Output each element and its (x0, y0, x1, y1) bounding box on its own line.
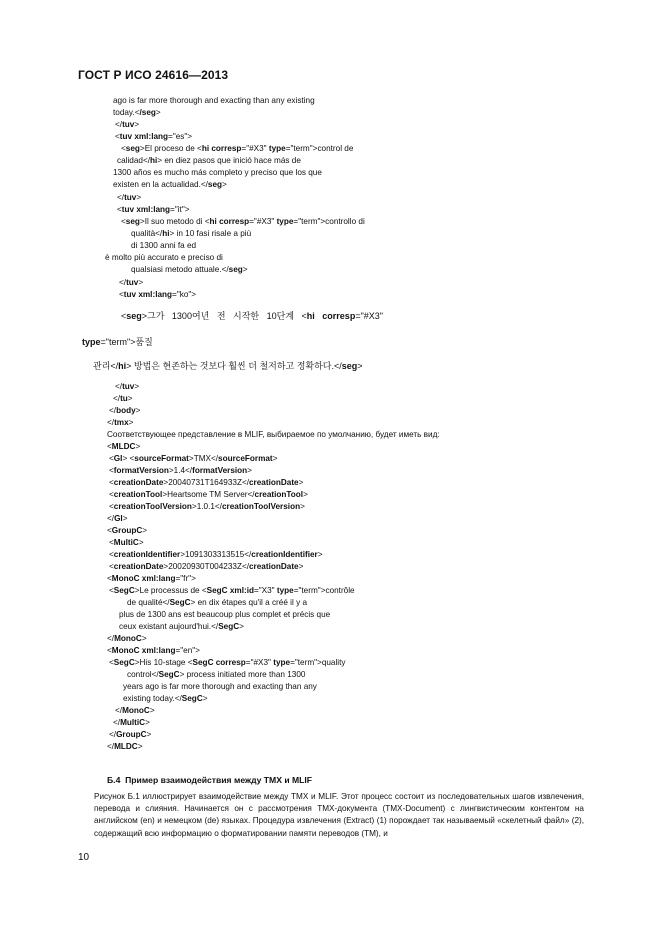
page-header: ГОСТ Р ИСО 24616—2013 (78, 68, 229, 82)
code-line: calidad</hi> en diez pasos que inició hace más de (117, 156, 301, 165)
code-line: <tuv xml:lang="it"> (117, 205, 190, 214)
code-line: ago is far more thorough and exacting than any existing (113, 96, 315, 105)
code-line: control</SegC> process initiated more than 1300 (127, 670, 306, 679)
code-line: </tuv> (117, 193, 142, 202)
code-line: ceux existant aujourd'hui.</SegC> (119, 622, 244, 631)
code-line: Соответствующее представление в MLIF, выбираемое по умолчанию, будет иметь вид: (107, 430, 440, 439)
code-line: <MonoC xml:lang="fr"> (107, 574, 196, 583)
code-line: <MLDC> (107, 442, 141, 451)
code-line: years ago is far more thorough and exacting than any (123, 682, 317, 691)
code-line: </body> (109, 406, 141, 415)
code-line: è molto più accurato e preciso di (105, 253, 223, 262)
code-line: </tuv> (119, 278, 144, 287)
code-line: <creationIdentifier>1091303313515</creationIdentifier> (109, 550, 323, 559)
code-line: <formatVersion>1.4</formatVersion> (109, 466, 252, 475)
code-line: <GroupC> (107, 526, 148, 535)
code-line: <tuv xml:lang="es"> (115, 132, 193, 141)
code-line: <MultiC> (109, 538, 144, 547)
code-line: existing today.</SegC> (123, 694, 208, 703)
code-line: qualsiasi metodo attuale.</seg> (131, 265, 248, 274)
code-line: <seg>Il suo metodo di <hi corresp="#X3" type="term">controllo di (121, 217, 365, 226)
code-line: qualità</hi> in 10 fasi risale a più (131, 229, 252, 238)
code-line: <creationDate>20020930T004233Z</creationDate> (109, 562, 304, 571)
page-number: 10 (78, 852, 90, 863)
code-line: <SegC>Le processus de <SegC xml:id="X3" type="term">contrôle (109, 586, 355, 595)
code-line: </MLDC> (107, 742, 143, 751)
code-line: </MultiC> (113, 718, 150, 727)
code-line: </tu> (113, 394, 133, 403)
code-line: </MonoC> (107, 634, 147, 643)
code-line: <seg>El proceso de <hi corresp="#X3" type="term">control de (121, 144, 354, 153)
body-paragraph: Рисунок Б.1 иллюстрирует взаимодействие между TMX и MLIF. Этот процесс состоит из последовательных шагов извлечения, перевода и слияния. Начинается он с рассмотрения TMX-документа (TMX-Document) с лингвистическим контентом на английском (en) и немецком (de) языках. Процедура извлечения (Extract) (1) порождает так называемый «скелетный файл» (2), содержащий всю информацию о форматировании памяти переводов (TM), и (94, 792, 584, 838)
code-line: type="term">품질 (82, 337, 153, 347)
code-line: <SegC>His 10-stage <SegC corresp="#X3" type="term">quality (109, 658, 346, 667)
code-line: de qualité</SegC> en dix étapes qu'il a créé il y a (127, 598, 307, 607)
section-heading: Б.4 Пример взаимодействия между TMX и MLIF (107, 775, 313, 785)
code-line: today.</seg> (113, 108, 161, 117)
code-line: </tuv> (115, 382, 140, 391)
code-line: </GroupC> (109, 730, 152, 739)
code-line: existen en la actualidad.</seg> (113, 180, 227, 189)
code-line: <creationTool>Heartsome TM Server</creationTool> (109, 490, 308, 499)
code-line: plus de 1300 ans est beaucoup plus complet et précis que (119, 610, 331, 619)
code-line: <creationToolVersion>1.0.1</creationToolVersion> (109, 502, 305, 511)
code-line: <GI> <sourceFormat>TMX</sourceFormat> (109, 454, 278, 463)
code-line: <creationDate>20040731T164933Z</creationDate> (109, 478, 304, 487)
code-line: di 1300 anni fa ed (131, 241, 197, 250)
code-line: <seg>그가 1300여년 전 시작한 10단계 <hi corresp="#X3" (121, 311, 383, 321)
code-line: </tmx> (107, 418, 134, 427)
code-line: 1300 años es mucho más completo y preciso que los que (113, 168, 322, 177)
code-line: 관리</hi> 방법은 현존하는 것보다 훨씬 더 철저하고 정확하다.</seg> (93, 361, 363, 371)
code-line: </tuv> (115, 120, 140, 129)
code-line: </MonoC> (115, 706, 155, 715)
code-line: <tuv xml:lang="ko"> (119, 290, 197, 299)
code-line: </GI> (107, 514, 128, 523)
code-line: <MonoC xml:lang="en"> (107, 646, 200, 655)
